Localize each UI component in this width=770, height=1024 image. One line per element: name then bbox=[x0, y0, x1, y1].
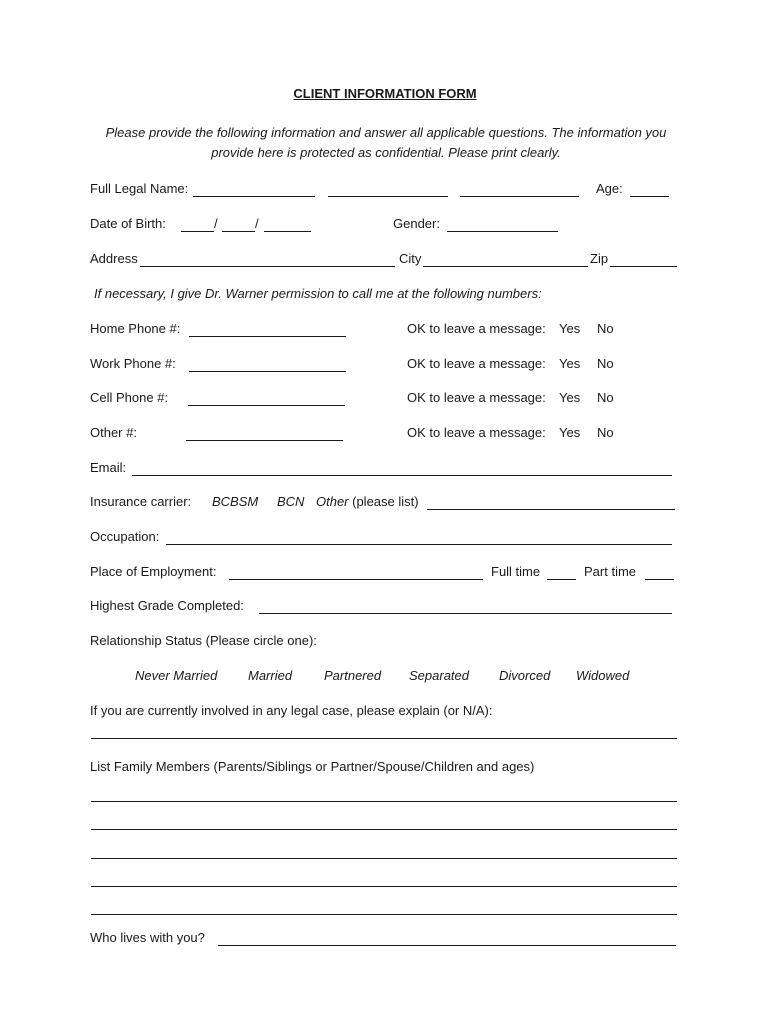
cell-yes-option[interactable]: Yes bbox=[559, 390, 581, 405]
part-time-line[interactable] bbox=[645, 564, 674, 580]
phone-permission-text: If necessary, I give Dr. Warner permission to call me at the following numbers: bbox=[94, 286, 542, 301]
insurance-other-line[interactable] bbox=[427, 494, 675, 510]
grade-row bbox=[90, 598, 680, 618]
family-line[interactable] bbox=[91, 829, 677, 830]
full-legal-name-label: Full Legal Name: bbox=[90, 181, 189, 196]
other-yes-option[interactable]: Yes bbox=[559, 425, 581, 440]
cell-no-option[interactable]: No bbox=[597, 390, 614, 405]
ok-message-label: OK to leave a message: bbox=[407, 425, 546, 440]
occupation-label: Occupation: bbox=[90, 529, 160, 544]
relationship-option-never-married[interactable]: Never Married bbox=[135, 668, 218, 683]
insurance-option-bcbsm[interactable]: BCBSM bbox=[212, 494, 259, 509]
grade-line[interactable] bbox=[259, 598, 672, 614]
family-label: List Family Members (Parents/Siblings or Partner/Spouse/Children and ages) bbox=[90, 759, 535, 774]
work-phone-line[interactable] bbox=[189, 356, 346, 372]
lives-with-label: Who lives with you? bbox=[90, 930, 205, 945]
legal-case-line[interactable] bbox=[91, 738, 677, 739]
phone-permission-row bbox=[94, 286, 684, 306]
age-line[interactable] bbox=[630, 181, 669, 197]
city-line[interactable] bbox=[423, 251, 588, 267]
relationship-option-widowed[interactable]: Widowed bbox=[576, 668, 630, 683]
email-label: Email: bbox=[90, 460, 127, 475]
work-yes-option[interactable]: Yes bbox=[559, 356, 581, 371]
relationship-row bbox=[90, 633, 680, 653]
cell-phone-line[interactable] bbox=[188, 390, 345, 406]
occupation-row bbox=[90, 529, 680, 549]
part-time-label: Part time bbox=[584, 564, 637, 579]
home-phone-line[interactable] bbox=[189, 321, 346, 337]
family-line[interactable] bbox=[91, 914, 677, 915]
relationship-label: Relationship Status (Please circle one): bbox=[90, 633, 317, 648]
lives-with-row bbox=[90, 930, 680, 950]
grade-label: Highest Grade Completed: bbox=[90, 598, 244, 613]
first-name-line[interactable] bbox=[193, 181, 315, 197]
address-label: Address bbox=[90, 251, 138, 266]
home-phone-label: Home Phone #: bbox=[90, 321, 181, 336]
other-no-option[interactable]: No bbox=[597, 425, 614, 440]
work-phone-row bbox=[90, 356, 680, 376]
relationship-option-separated[interactable]: Separated bbox=[409, 668, 469, 683]
work-no-option[interactable]: No bbox=[597, 356, 614, 371]
address-row bbox=[90, 251, 680, 271]
ok-message-label: OK to leave a message: bbox=[407, 321, 546, 336]
family-row bbox=[90, 759, 680, 779]
family-line[interactable] bbox=[91, 801, 677, 802]
insurance-please-list: (please list) bbox=[348, 494, 419, 509]
insurance-option-bcn[interactable]: BCN bbox=[277, 494, 305, 509]
dob-month-line[interactable] bbox=[181, 216, 214, 232]
ok-message-label: OK to leave a message: bbox=[407, 390, 546, 405]
form-title: CLIENT INFORMATION FORM bbox=[293, 86, 477, 101]
dob-day-line[interactable] bbox=[222, 216, 255, 232]
ok-message-label: OK to leave a message: bbox=[407, 356, 546, 371]
relationship-option-married[interactable]: Married bbox=[248, 668, 293, 683]
home-yes-option[interactable]: Yes bbox=[559, 321, 581, 336]
legal-case-row bbox=[90, 703, 680, 723]
family-line[interactable] bbox=[91, 858, 677, 859]
work-phone-label: Work Phone #: bbox=[90, 356, 176, 371]
email-row bbox=[90, 460, 680, 480]
insurance-option-other[interactable] bbox=[316, 494, 419, 509]
other-phone-line[interactable] bbox=[186, 425, 343, 441]
insurance-row bbox=[90, 494, 680, 514]
employment-line[interactable] bbox=[229, 564, 483, 580]
dob-separator: / bbox=[214, 216, 218, 231]
gender-label: Gender: bbox=[393, 216, 440, 231]
employment-label: Place of Employment: bbox=[90, 564, 217, 579]
employment-row bbox=[90, 564, 680, 584]
legal-case-label: If you are currently involved in any legal case, please explain (or N/A): bbox=[90, 703, 493, 718]
zip-label: Zip bbox=[590, 251, 609, 266]
dob-gender-row bbox=[90, 216, 680, 236]
middle-name-line[interactable] bbox=[328, 181, 448, 197]
relationship-option-divorced[interactable]: Divorced bbox=[499, 668, 551, 683]
dob-separator: / bbox=[255, 216, 259, 231]
last-name-line[interactable] bbox=[460, 181, 579, 197]
family-line[interactable] bbox=[91, 886, 677, 887]
occupation-line[interactable] bbox=[166, 529, 672, 545]
cell-phone-row bbox=[90, 390, 680, 410]
dob-label: Date of Birth: bbox=[90, 216, 166, 231]
zip-line[interactable] bbox=[610, 251, 677, 267]
gender-line[interactable] bbox=[447, 216, 558, 232]
other-phone-row bbox=[90, 425, 680, 445]
address-line[interactable] bbox=[140, 251, 395, 267]
insurance-other-text: Other bbox=[316, 494, 349, 509]
age-label: Age: bbox=[596, 181, 623, 196]
home-phone-row bbox=[90, 321, 680, 341]
full-time-label: Full time bbox=[491, 564, 541, 579]
home-no-option[interactable]: No bbox=[597, 321, 614, 336]
full-time-line[interactable] bbox=[547, 564, 576, 580]
dob-year-line[interactable] bbox=[264, 216, 311, 232]
insurance-label: Insurance carrier: bbox=[90, 494, 192, 509]
relationship-option-partnered[interactable]: Partnered bbox=[324, 668, 382, 683]
lives-with-line[interactable] bbox=[218, 930, 676, 946]
city-label: City bbox=[399, 251, 422, 266]
full-legal-name-row bbox=[90, 181, 680, 201]
email-line[interactable] bbox=[132, 460, 672, 476]
relationship-options-row bbox=[90, 668, 680, 688]
other-phone-label: Other #: bbox=[90, 425, 137, 440]
form-instructions: Please provide the following information and answer all applicable questions. The information you provide here is protected as confidential. Please print clearly. bbox=[105, 125, 667, 160]
cell-phone-label: Cell Phone #: bbox=[90, 390, 169, 405]
